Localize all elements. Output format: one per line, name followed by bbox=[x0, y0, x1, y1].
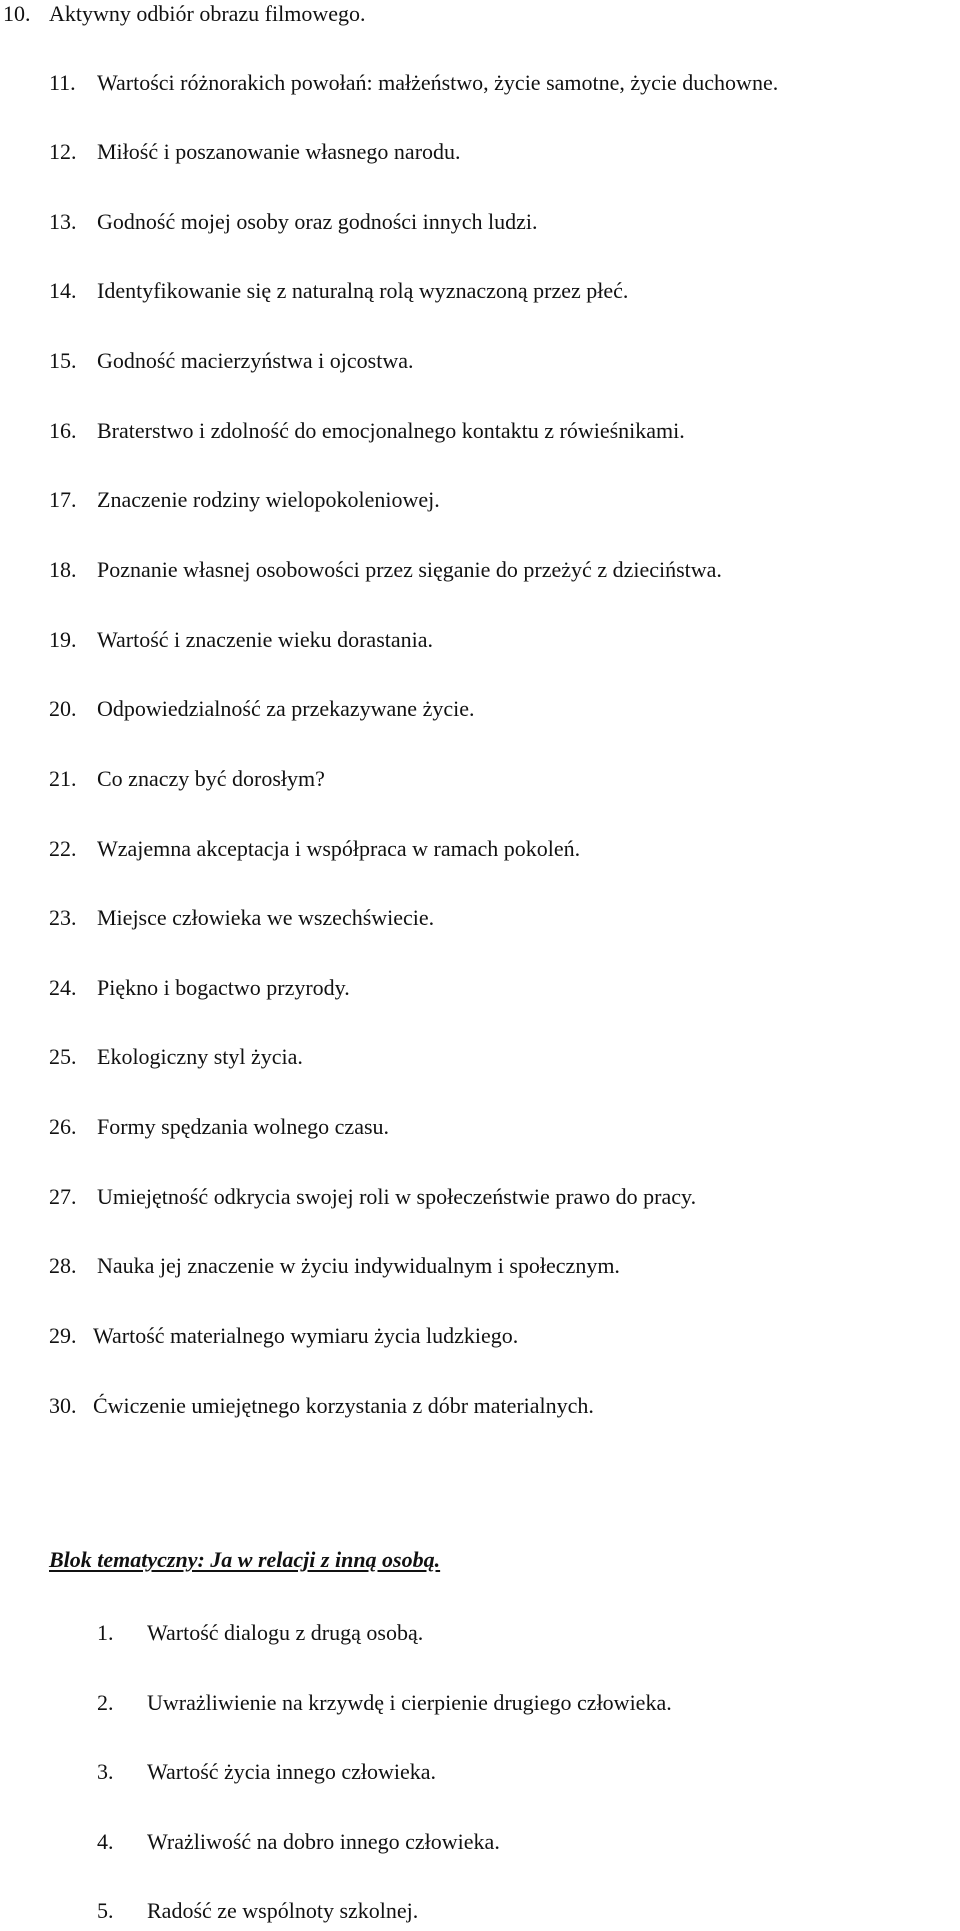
list-text: Ćwiczenie umiejętnego korzystania z dóbr materialnych. bbox=[93, 1393, 594, 1418]
list-number: 10. bbox=[3, 1, 31, 26]
list-number: 17. bbox=[49, 487, 77, 512]
list-text: Umiejętność odkrycia swojej roli w społeczeństwie prawo do pracy. bbox=[97, 1184, 697, 1209]
list-text: Wartość życia innego człowieka. bbox=[147, 1759, 436, 1784]
list-text: Poznanie własnej osobowości przez sięganie do przeżyć z dzieciństwa. bbox=[97, 557, 722, 582]
list-text: Piękno i bogactwo przyrody. bbox=[97, 975, 350, 1000]
list-number: 25. bbox=[49, 1044, 77, 1069]
list-number: 22. bbox=[49, 836, 77, 861]
list-text: Miejsce człowieka we wszechświecie. bbox=[97, 905, 435, 930]
list-text: Wartość dialogu z drugą osobą. bbox=[147, 1620, 424, 1645]
list-text: Radość ze wspólnoty szkolnej. bbox=[147, 1898, 419, 1923]
list-text: Wartości różnorakich powołań: małżeństwo, życie samotne, życie duchowne. bbox=[97, 70, 779, 95]
section-heading: Blok tematyczny: Ja w relacji z inną osobą. bbox=[49, 1547, 441, 1572]
list-number: 21. bbox=[49, 766, 77, 791]
list-number: 20. bbox=[49, 696, 77, 721]
list-number: 11. bbox=[49, 70, 76, 95]
list-number: 13. bbox=[49, 209, 77, 234]
list-text: Uwrażliwienie na krzywdę i cierpienie drugiego człowieka. bbox=[147, 1690, 672, 1715]
list-text: Wartość materialnego wymiaru życia ludzkiego. bbox=[93, 1323, 519, 1348]
list-number: 1. bbox=[97, 1620, 114, 1645]
list-text: Wartość i znaczenie wieku dorastania. bbox=[97, 627, 434, 652]
list-number: 5. bbox=[97, 1898, 114, 1923]
list-text: Nauka jej znaczenie w życiu indywidualnym i społecznym. bbox=[97, 1253, 620, 1278]
list-text: Odpowiedzialność za przekazywane życie. bbox=[97, 696, 475, 721]
list-number: 27. bbox=[49, 1184, 77, 1209]
list-text: Miłość i poszanowanie własnego narodu. bbox=[97, 139, 461, 164]
list-text: Godność mojej osoby oraz godności innych ludzi. bbox=[97, 209, 538, 234]
list-text: Braterstwo i zdolność do emocjonalnego kontaktu z rówieśnikami. bbox=[97, 418, 685, 443]
list-number: 26. bbox=[49, 1114, 77, 1139]
list-text: Ekologiczny styl życia. bbox=[97, 1044, 303, 1069]
list-number: 16. bbox=[49, 418, 77, 443]
list-number: 12. bbox=[49, 139, 77, 164]
list-text: Godność macierzyństwa i ojcostwa. bbox=[97, 348, 414, 373]
list-number: 19. bbox=[49, 627, 77, 652]
list-text: Znaczenie rodziny wielopokoleniowej. bbox=[97, 487, 440, 512]
list-number: 30. bbox=[49, 1393, 77, 1418]
list-text: Wzajemna akceptacja i współpraca w ramach pokoleń. bbox=[97, 836, 581, 861]
list-text: Co znaczy być dorosłym? bbox=[97, 766, 325, 791]
list-text: Formy spędzania wolnego czasu. bbox=[97, 1114, 390, 1139]
list-number: 28. bbox=[49, 1253, 77, 1278]
list-text: Wrażliwość na dobro innego człowieka. bbox=[147, 1829, 500, 1854]
list-number: 23. bbox=[49, 905, 77, 930]
list-number: 15. bbox=[49, 348, 77, 373]
list-number: 2. bbox=[97, 1690, 114, 1715]
list-number: 4. bbox=[97, 1829, 114, 1854]
list-number: 24. bbox=[49, 975, 77, 1000]
list-text: Aktywny odbiór obrazu filmowego. bbox=[49, 1, 366, 26]
list-number: 3. bbox=[97, 1759, 114, 1784]
list-number: 14. bbox=[49, 278, 77, 303]
list-number: 29. bbox=[49, 1323, 77, 1348]
list-text: Identyfikowanie się z naturalną rolą wyznaczoną przez płeć. bbox=[97, 278, 629, 303]
list-number: 18. bbox=[49, 557, 77, 582]
